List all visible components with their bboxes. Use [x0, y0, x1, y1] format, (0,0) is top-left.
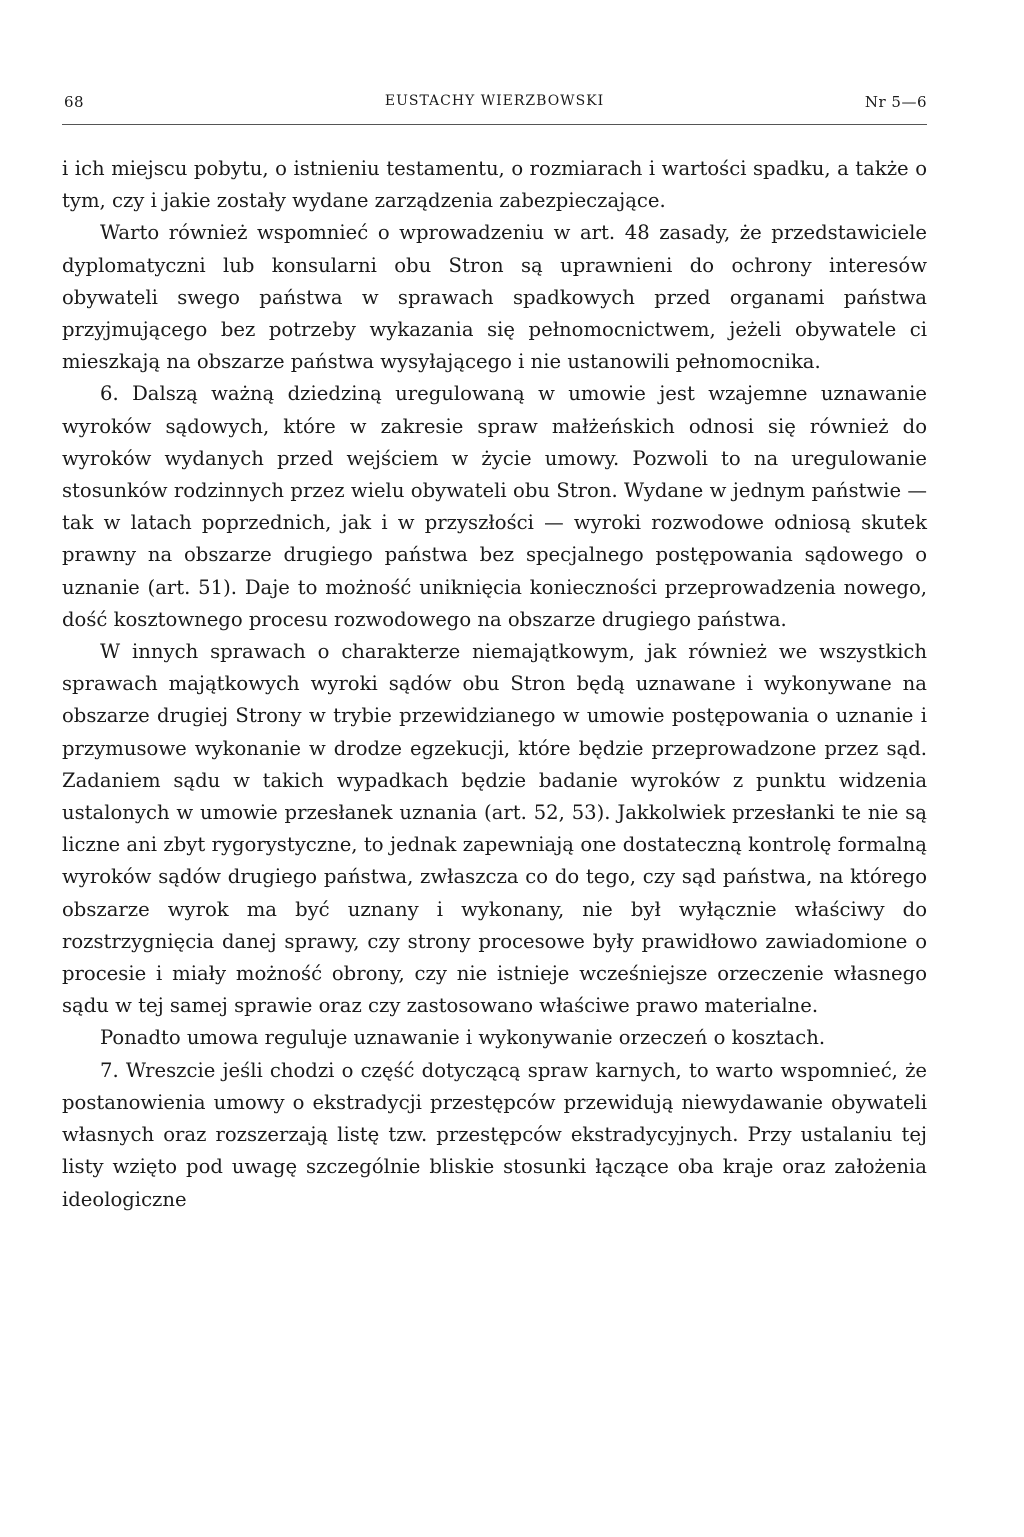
- page-number: 68: [64, 93, 85, 111]
- paragraph: 6. Dalszą ważną dziedziną uregulowaną w umowie jest wzajemne uznawanie wyroków sądowych, które w zakresie spraw małżeńskich odnosi się również do wyroków wydanych przed wejściem w życie umowy. Pozwoli to na uregulowanie stosunków rodzinnych przez wielu obywateli obu Stron. Wydane w jednym państwie — tak w latach poprzednich, jak i w przyszłości — wyroki rozwodowe odniosą skutek prawny na obszarze drugiego państwa bez specjalnego postępowania sądowego o uznanie (art. 51). Daje to możność uniknięcia konieczności przeprowadzenia nowego, dość kosztownego procesu rozwodowego na obszarze drugiego państwa.: [62, 382, 927, 631]
- paragraph: 7. Wreszcie jeśli chodzi o część dotyczącą spraw karnych, to warto wspomnieć, że postanowienia umowy o ekstradycji przestępców przewidują niewydawanie obywateli własnych oraz rozszerzają listę tzw. przestępców ekstradycyjnych. Przy ustalaniu tej listy wzięto pod uwagę szczególnie bliskie stosunki łączące oba kraje oraz założenia ideologiczne: [62, 1058, 927, 1211]
- body-text: [62, 153, 927, 1216]
- paragraph: W innych sprawach o charakterze niemajątkowym, jak również we wszystkich sprawach majątkowych wyroki sądów obu Stron będą uznawane i wykonywane na obszarze drugiej Strony w trybie przewidzianego w umowie postępowania o uznanie i przymusowe wykonanie w drodze egzekucji, które będzie przeprowadzone przez sąd. Zadaniem sądu w takich wypadkach będzie badanie wyroków z punktu widzenia ustalonych w umowie przesłanek uznania (art. 52, 53). Jakkolwiek przesłanki te nie są liczne ani zbyt rygorystyczne, to jednak zapewniają one dostateczną kontrolę formalną wyroków sądów drugiego państwa, zwłaszcza co do tego, czy sąd państwa, na którego obszarze wyrok ma być uznany i wykonany, nie był wyłącznie właściwy do rozstrzygnięcia danej sprawy, czy strony procesowe były prawidłowo zawiadomione o procesie i miały możność obrony, czy nie istnieje wcześniejsze orzeczenie własnego sądu w tej samej sprawie oraz czy zastosowano właściwe prawo materialne.: [62, 640, 927, 1018]
- running-head: [62, 93, 927, 123]
- document-page: [62, 0, 927, 1537]
- issue-number: Nr 5—6: [864, 93, 927, 111]
- paragraph: Ponadto umowa reguluje uznawanie i wykonywanie orzeczeń o kosztach.: [100, 1026, 826, 1050]
- paragraph: i ich miejscu pobytu, o istnieniu testamentu, o rozmiarach i wartości spadku, a także o tym, czy i jakie zostały wydane zarządzenia zabezpieczające.: [62, 157, 927, 213]
- header-rule: [62, 124, 927, 125]
- paragraph: Warto również wspomnieć o wprowadzeniu w art. 48 zasady, że przedstawiciele dyplomatyczni lub konsularni obu Stron są uprawnieni do ochrony interesów obywateli swego państwa w sprawach spadkowych przed organami państwa przyjmującego bez potrzeby wykazania się pełnomocnictwem, jeżeli obywatele ci mieszkają na obszarze państwa wysyłającego i nie ustanowili pełnomocnika.: [62, 221, 927, 374]
- running-head-author: EUSTACHY WIERZBOWSKI: [384, 93, 605, 109]
